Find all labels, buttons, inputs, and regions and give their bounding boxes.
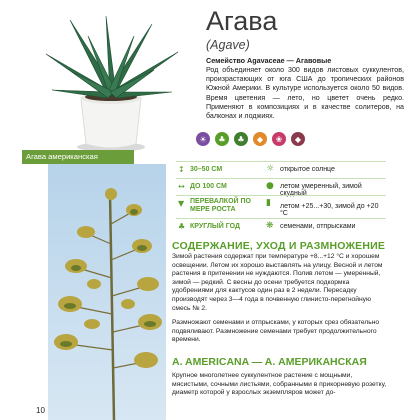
sun-icon: ☼	[266, 164, 275, 174]
pot-icon: ▼	[178, 199, 185, 208]
thermometer-icon: ▮	[266, 198, 271, 208]
sun-icon: ☀	[196, 132, 210, 146]
care-row	[176, 218, 386, 235]
photo-caption: Агава американская	[26, 152, 98, 161]
water-drop-icon: ●	[266, 181, 274, 191]
height-icon: ↕	[178, 165, 185, 174]
clover-icon: ♣	[234, 132, 248, 146]
seeds-icon: ❋	[266, 221, 274, 231]
care-text	[172, 253, 387, 345]
care-value: семенами, отпрысками	[280, 223, 356, 230]
latin-name: (Agave)	[206, 38, 250, 52]
care-value: летом +25...+30, зимой до +20 °С	[280, 203, 379, 217]
agave-pot-photo	[36, 6, 186, 154]
care-badges	[196, 132, 356, 148]
page-number: 10	[36, 406, 45, 415]
care-table	[176, 161, 386, 235]
americana-text: Крупное многолетнее суккулентное растение с мощными, мясистыми, сочными листьями, собранными в прикорневую розетку, диаметр которой у взрослых экземпляров может до-	[172, 372, 387, 397]
description: Род объединяет около 300 видов листовых суккулентов, произрастающих от юга США до тропических районов Южной Америки. В культуре используется около 50 видов. Время цветения — лето, но цветет очень редко. Применяют в композициях и в качестве солитеров, на балконах и лоджиях.	[206, 66, 404, 121]
care-label: 30–50 СМ	[190, 166, 223, 173]
care-label: КРУГЛЫЙ ГОД	[190, 223, 240, 230]
care-row	[176, 178, 386, 195]
section-heading-care: СОДЕРЖАНИЕ, УХОД И РАЗМНОЖЕНИЕ	[172, 240, 386, 252]
drop-icon: ◆	[253, 132, 267, 146]
sprout-icon: ♣	[178, 222, 186, 231]
care-paragraph: Размножают семенами и отпрысками, у которых срез обязательно подвяливают. Размножение семенами требует продолжительного времени.	[172, 319, 380, 344]
leaf-icon: ♣	[215, 132, 229, 146]
care-row	[176, 195, 386, 218]
care-label: ПЕРЕВАЛКОЙ ПО МЕРЕ РОСТА	[190, 198, 251, 213]
page-title: Агава	[206, 6, 278, 36]
width-icon: ↔	[178, 182, 185, 191]
care-row	[176, 161, 386, 178]
flower-icon: ❀	[272, 132, 286, 146]
family-line: Семейство Agavaceae — Агавовые	[206, 56, 332, 65]
flowering-agave-photo	[48, 164, 166, 420]
care-value: открытое солнце	[280, 166, 335, 173]
section-heading-americana: A. AMERICANA — A. АМЕРИКАНСКАЯ	[172, 356, 367, 368]
care-value: летом умеренный, зимой скудный	[280, 183, 362, 197]
shield-icon: ◆	[291, 132, 305, 146]
care-paragraph: Зимой растения содержат при температуре +8...+12 °С и хорошем освещении. Летом их хорошо выставлять на улицу. Весной и летом растения в притенении не нуждаются. Полив летом — умеренный, зимой — редкий. С весны до осени требуется подкормка удобрениями для кактусов один раз в 2 недели. Пересадку производят через 3—4 года в почвенную глинисто-перегнойную смесь № 2.	[172, 253, 383, 312]
care-label: ДО 100 СМ	[190, 183, 227, 190]
